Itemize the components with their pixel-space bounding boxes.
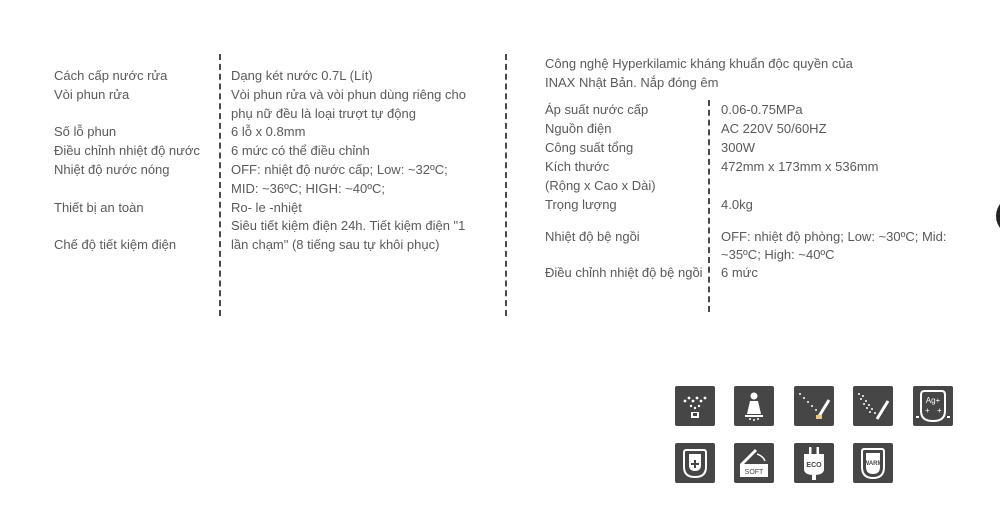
spec-value: 472mm x 173mm x 536mm: [721, 159, 879, 174]
spec-value: Dạng két nước 0.7L (Lít): [231, 68, 373, 83]
spec-value: 4.0kg: [721, 197, 753, 212]
section-divider: [505, 54, 507, 316]
warm-text: WARM: [863, 461, 883, 467]
spec-value: OFF: nhiệt độ nước cấp; Low: ~32ºC;: [231, 162, 448, 177]
scroll-handle[interactable]: [996, 196, 1000, 236]
spec-label: Điều chỉnh nhiệt độ nước: [54, 143, 200, 158]
eco-plug-icon: [794, 443, 834, 483]
ag-text: Ag+: [925, 396, 941, 405]
spec-label: Nhiệt độ bệ ngồi: [545, 229, 640, 244]
spec-value: MID: ~36ºC; HIGH: ~40ºC;: [231, 181, 385, 196]
spec-value: OFF: nhiệt độ phòng; Low: ~30ºC; Mid:: [721, 229, 947, 244]
spec-label: Công suất tổng: [545, 140, 634, 155]
bidet-woman-icon: [734, 386, 774, 426]
spec-value: phụ nữ đều là loại trượt tự động: [231, 106, 416, 121]
spec-value: 6 mức: [721, 265, 758, 280]
spec-value: 300W: [721, 140, 755, 155]
soft-text: SOFT: [744, 469, 764, 476]
spec-value: ~35ºC; High: ~40ºC: [721, 247, 835, 262]
ag-antibacterial-icon: [913, 386, 953, 426]
spec-value: 0.06-0.75MPa: [721, 102, 803, 117]
soft-close-icon: [734, 443, 774, 483]
spec-label: Vòi phun rửa: [54, 87, 130, 102]
spec-label: Số lỗ phun: [54, 124, 117, 139]
eco-text: ECO: [806, 462, 822, 469]
spec-value: Siêu tiết kiệm điện 24h. Tiết kiệm điện "1: [231, 218, 466, 233]
svg-text:+: +: [937, 406, 942, 415]
spec-value: lần chạm" (8 tiếng sau tự khôi phục): [231, 237, 440, 252]
spec-value: 6 lỗ x 0.8mm: [231, 124, 306, 139]
intro-line: INAX Nhật Bản. Nắp đóng êm: [545, 75, 719, 90]
heated-seat-icon: [675, 443, 715, 483]
spec-label: Điều chỉnh nhiệt độ bệ ngồi: [545, 265, 703, 280]
spec-value: AC 220V 50/60HZ: [721, 121, 827, 136]
spec-value: Vòi phun rửa và vòi phun dùng riêng cho: [231, 87, 466, 102]
spec-label: Kích thước: [545, 159, 610, 174]
spec-label: Nhiệt độ nước nóng: [54, 162, 170, 177]
wand-spray-icon: [794, 386, 834, 426]
spec-label: Trọng lượng: [545, 197, 617, 212]
spec-value: Ro- le -nhiệt: [231, 200, 302, 215]
column-divider: [219, 54, 221, 316]
spec-label: Thiết bị an toàn: [54, 200, 144, 215]
spray-nozzle-icon: [675, 386, 715, 426]
spec-label: Áp suất nước cấp: [545, 102, 649, 117]
column-divider: [708, 100, 710, 312]
spec-label: Cách cấp nước rửa: [54, 68, 168, 83]
spec-label: Chế độ tiết kiệm điện: [54, 237, 177, 252]
spec-label: (Rộng x Cao x Dài): [545, 178, 656, 193]
wand-spray-strong-icon: [853, 386, 893, 426]
intro-line: Công nghệ Hyperkilamic kháng khuẩn độc quyền của: [545, 56, 853, 71]
svg-text:+: +: [925, 406, 930, 415]
spec-label: Nguồn điện: [545, 121, 612, 136]
spec-value: 6 mức có thể điều chỉnh: [231, 143, 370, 158]
warm-seat-icon: [853, 443, 893, 483]
